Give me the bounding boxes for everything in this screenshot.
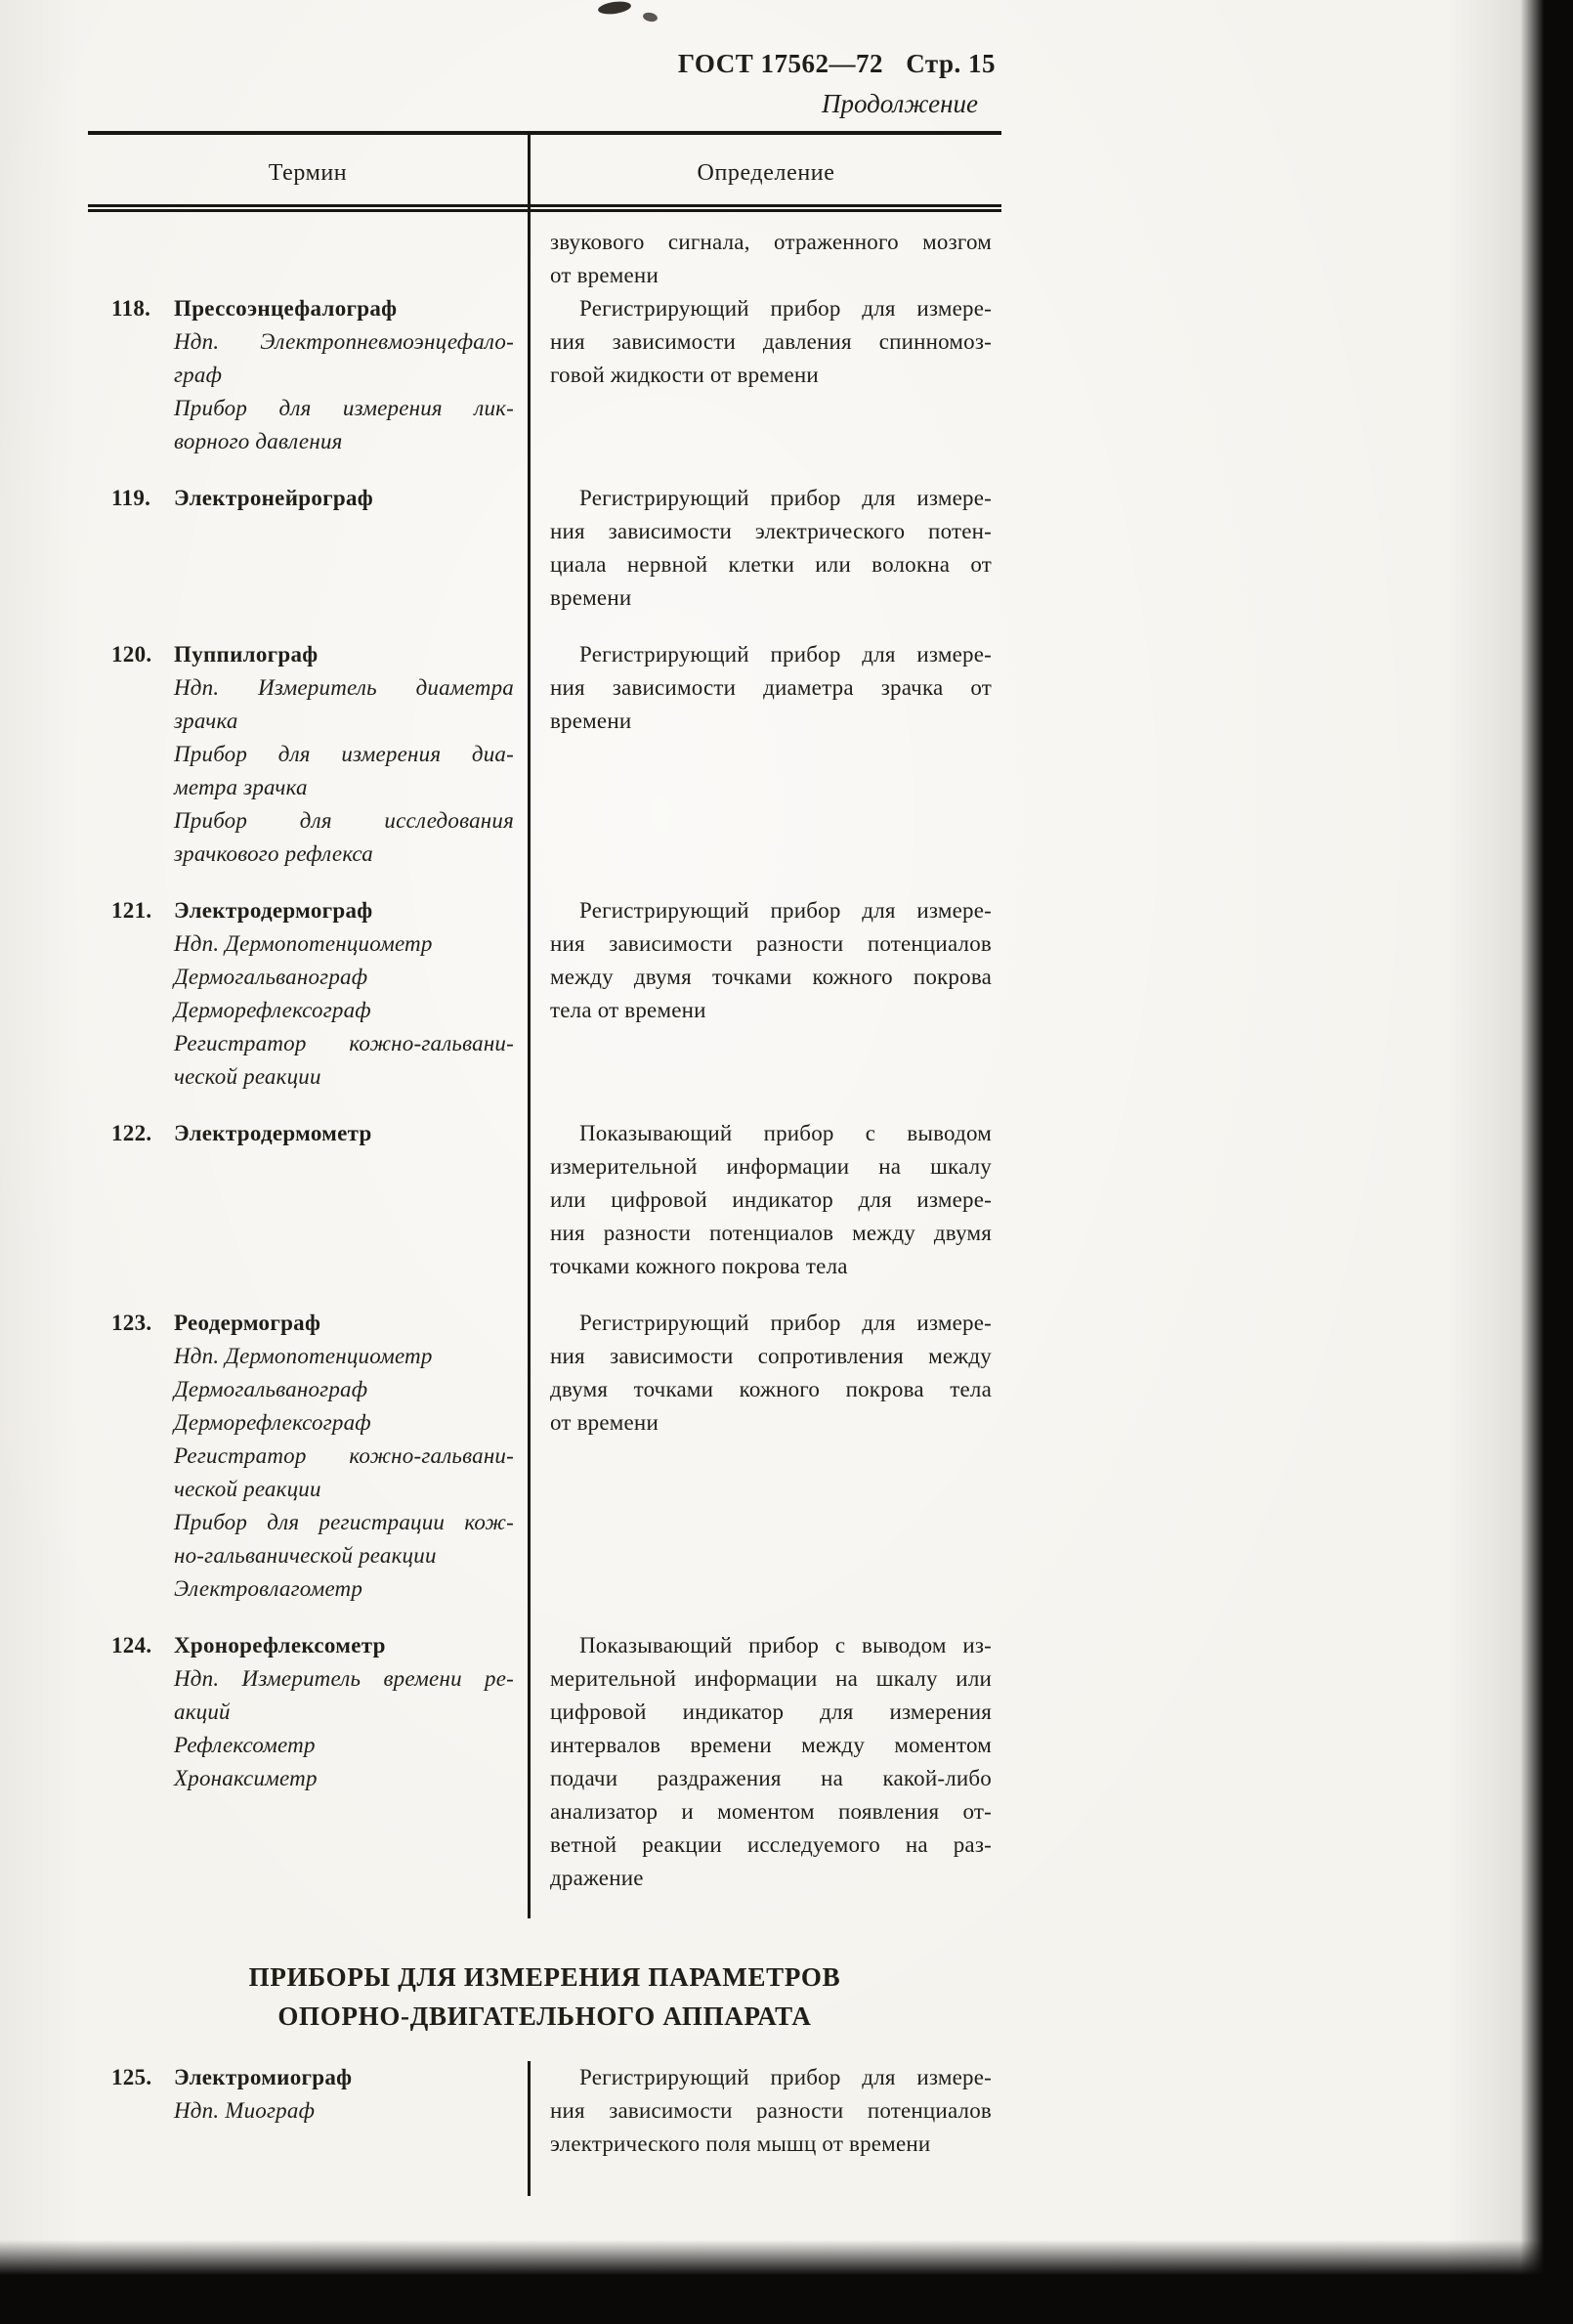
term-text: Реодермограф (174, 1311, 321, 1335)
synonym-line: Прибор для измерения лик- (174, 396, 514, 420)
table-row-118 (88, 292, 1001, 482)
definition-cell (528, 1307, 1001, 1629)
definition-line: или цифровой индикатор для измере- (550, 1187, 992, 1212)
definition-line: времени (550, 709, 632, 733)
definition-line: интервалов времени между моментом (550, 1733, 992, 1757)
entry-number: 125. (111, 2065, 152, 2089)
synonym-line: Регистратор кожно-гальвани- (174, 1443, 514, 1468)
term-cell (88, 212, 528, 292)
definition-line: Регистрирующий прибор для измере- (579, 898, 992, 923)
term-text: Электродермограф (174, 898, 373, 923)
definition-line: ния разности потенциалов между двумя (550, 1221, 992, 1245)
table-header-row (88, 135, 1001, 204)
synonym-line: Ндп. Дермопотенциометр (174, 931, 433, 956)
entry-number: 118. (111, 296, 151, 321)
definition-line: подачи раздражения на какой-либо (550, 1766, 992, 1790)
term-text: Хронорефлексометр (174, 1633, 386, 1657)
synonym-line: но-гальванической реакции (174, 1543, 437, 1568)
term-cell (88, 1307, 528, 1629)
synonym-line: Ндп. Измеритель диаметра (174, 675, 514, 700)
term-line (111, 292, 514, 325)
synonym-line: ческой реакции (174, 1477, 321, 1501)
definition-line: времени (550, 585, 632, 610)
definition-line: Регистрирующий прибор для измере- (579, 296, 992, 321)
synonym-line: Хронаксиметр (174, 1766, 318, 1790)
definition-cell (528, 638, 1001, 894)
definition-line: от времени (550, 1410, 659, 1435)
synonym-line: зрачка (174, 709, 238, 733)
term-line (111, 894, 514, 927)
synonym-line: Ндп. Электропневмоэнцефало- (174, 329, 514, 354)
synonym-line: Ндп. Миограф (174, 2098, 316, 2123)
table-row-121 (88, 894, 1001, 1117)
synonym-line: Прибор для измерения диа- (174, 742, 514, 766)
definition-cell (528, 292, 1001, 482)
table-row-120 (88, 638, 1001, 894)
column-header-term: Термин (268, 160, 348, 186)
section-heading (88, 1958, 1001, 2036)
term-cell (88, 894, 528, 1117)
definition-line: Показывающий прибор с выводом из- (579, 1633, 992, 1657)
definition-line: ния зависимости электрического потен- (550, 519, 992, 543)
table-row-124 (88, 1629, 1001, 1918)
term-text: Электромиограф (174, 2065, 353, 2089)
section-heading-line: ПРИБОРЫ ДЛЯ ИЗМЕРЕНИЯ ПАРАМЕТРОВ (248, 1962, 841, 1992)
synonym-line: граф (174, 363, 223, 387)
page-content (88, 0, 1001, 2196)
definition-line: ния зависимости давления спинномоз- (550, 329, 992, 354)
synonym-line: Прибор для регистрации кож- (174, 1510, 514, 1534)
entry-number: 124. (111, 1633, 152, 1657)
term-text: Электродермометр (174, 1121, 372, 1145)
term-line (111, 638, 514, 671)
term-text: Электронейрограф (174, 486, 373, 510)
definition-line: двумя точками кожного покрова тела (550, 1377, 992, 1401)
entry-number: 121. (111, 898, 152, 923)
synonym-line: Дермогальванограф (174, 965, 368, 989)
term-line (111, 1629, 514, 1662)
definition-line: говой жидкости от времени (550, 363, 819, 387)
table-row-continuation (88, 212, 1001, 292)
continuation-label: Продолжение (821, 89, 978, 118)
definition-cell (528, 2061, 1001, 2196)
term-cell (88, 1117, 528, 1307)
table-header-double-rule (88, 204, 1001, 212)
synonym-line: ческой реакции (174, 1064, 321, 1089)
table-row-125 (88, 2061, 1001, 2196)
table-row-122 (88, 1117, 1001, 1307)
scan-artifact-bottom-edge (0, 2240, 1573, 2324)
definition-line: Показывающий прибор с выводом (579, 1121, 992, 1145)
page-header (88, 0, 1001, 79)
definition-line: Регистрирующий прибор для измере- (579, 1311, 992, 1335)
entry-number: 122. (111, 1121, 152, 1145)
table-row-123 (88, 1307, 1001, 1629)
term-line (111, 1307, 514, 1340)
term-cell (88, 638, 528, 894)
entry-number: 119. (111, 486, 151, 510)
definition-cell (528, 212, 1001, 292)
synonym-line: Дерморефлексограф (174, 1410, 371, 1435)
table-row-119 (88, 482, 1001, 638)
definition-line: ния зависимости сопротивления между (550, 1344, 992, 1368)
term-cell (88, 2061, 528, 2196)
entry-number: 123. (111, 1311, 152, 1335)
definition-line: точками кожного покрова тела (550, 1254, 848, 1278)
definition-line: ния зависимости разности потенциалов (550, 931, 992, 956)
synonym-line: акций (174, 1700, 231, 1724)
definition-line: ния зависимости диаметра зрачка от (550, 675, 992, 700)
term-cell (88, 292, 528, 482)
entry-number: 120. (111, 642, 152, 667)
definition-line: мерительной информации на шкалу или (550, 1666, 992, 1691)
definition-line: измерительной информации на шкалу (550, 1154, 992, 1179)
definition-cell (528, 1117, 1001, 1307)
definition-line: от времени (550, 263, 659, 287)
table-body (88, 212, 1001, 2196)
synonym-line: Дерморефлексограф (174, 998, 371, 1022)
synonym-line: ворного давления (174, 429, 343, 453)
term-text: Прессоэнцефалограф (174, 296, 398, 321)
definition-cell (528, 894, 1001, 1117)
definition-line: дражение (550, 1866, 644, 1890)
synonym-line: Электровлагометр (174, 1576, 363, 1601)
synonym-line: Рефлексометр (174, 1733, 316, 1757)
term-line (111, 2061, 514, 2094)
definition-line: циала нервной клетки или волокна от (550, 552, 992, 577)
synonym-line: Ндп. Дермопотенциометр (174, 1344, 433, 1368)
definition-cell (528, 1629, 1001, 1918)
definition-line: тела от времени (550, 998, 706, 1022)
synonym-line: зрачкового рефлекса (174, 841, 373, 866)
definition-cell (528, 482, 1001, 638)
definition-line: Регистрирующий прибор для измере- (579, 486, 992, 510)
synonym-line: Прибор для исследования (174, 808, 514, 833)
term-line (111, 1117, 514, 1150)
definition-line: ветной реакции исследуемого на раз- (550, 1832, 992, 1857)
gost-standard-number: ГОСТ 17562—72 (677, 49, 883, 78)
definition-line: анализатор и моментом появления от- (550, 1799, 992, 1824)
scan-artifact-right-edge (1520, 0, 1573, 2324)
definition-line: цифровой индикатор для измерения (550, 1700, 992, 1724)
term-line (111, 482, 514, 515)
definition-line: между двумя точками кожного покрова (550, 965, 992, 989)
page-number: Стр. 15 (906, 49, 996, 78)
definition-line: звукового сигнала, отраженного мозгом (550, 230, 992, 254)
synonym-line: Дермогальванограф (174, 1377, 368, 1401)
column-header-definition: Определение (528, 135, 1001, 204)
term-text: Пуппилограф (174, 642, 319, 667)
definition-line: электрического поля мышц от времени (550, 2131, 931, 2156)
term-cell (88, 1629, 528, 1918)
definition-line: Регистрирующий прибор для измере- (579, 642, 992, 667)
synonym-line: Регистратор кожно-гальвани- (174, 1031, 514, 1055)
synonym-line: метра зрачка (174, 775, 308, 799)
term-cell (88, 482, 528, 638)
synonym-line: Ндп. Измеритель времени ре- (174, 1666, 514, 1691)
definition-line: ния зависимости разности потенциалов (550, 2098, 992, 2123)
definition-line: Регистрирующий прибор для измере- (579, 2065, 992, 2089)
section-heading-line: ОПОРНО-ДВИГАТЕЛЬНОГО АППАРАТА (277, 2001, 812, 2031)
